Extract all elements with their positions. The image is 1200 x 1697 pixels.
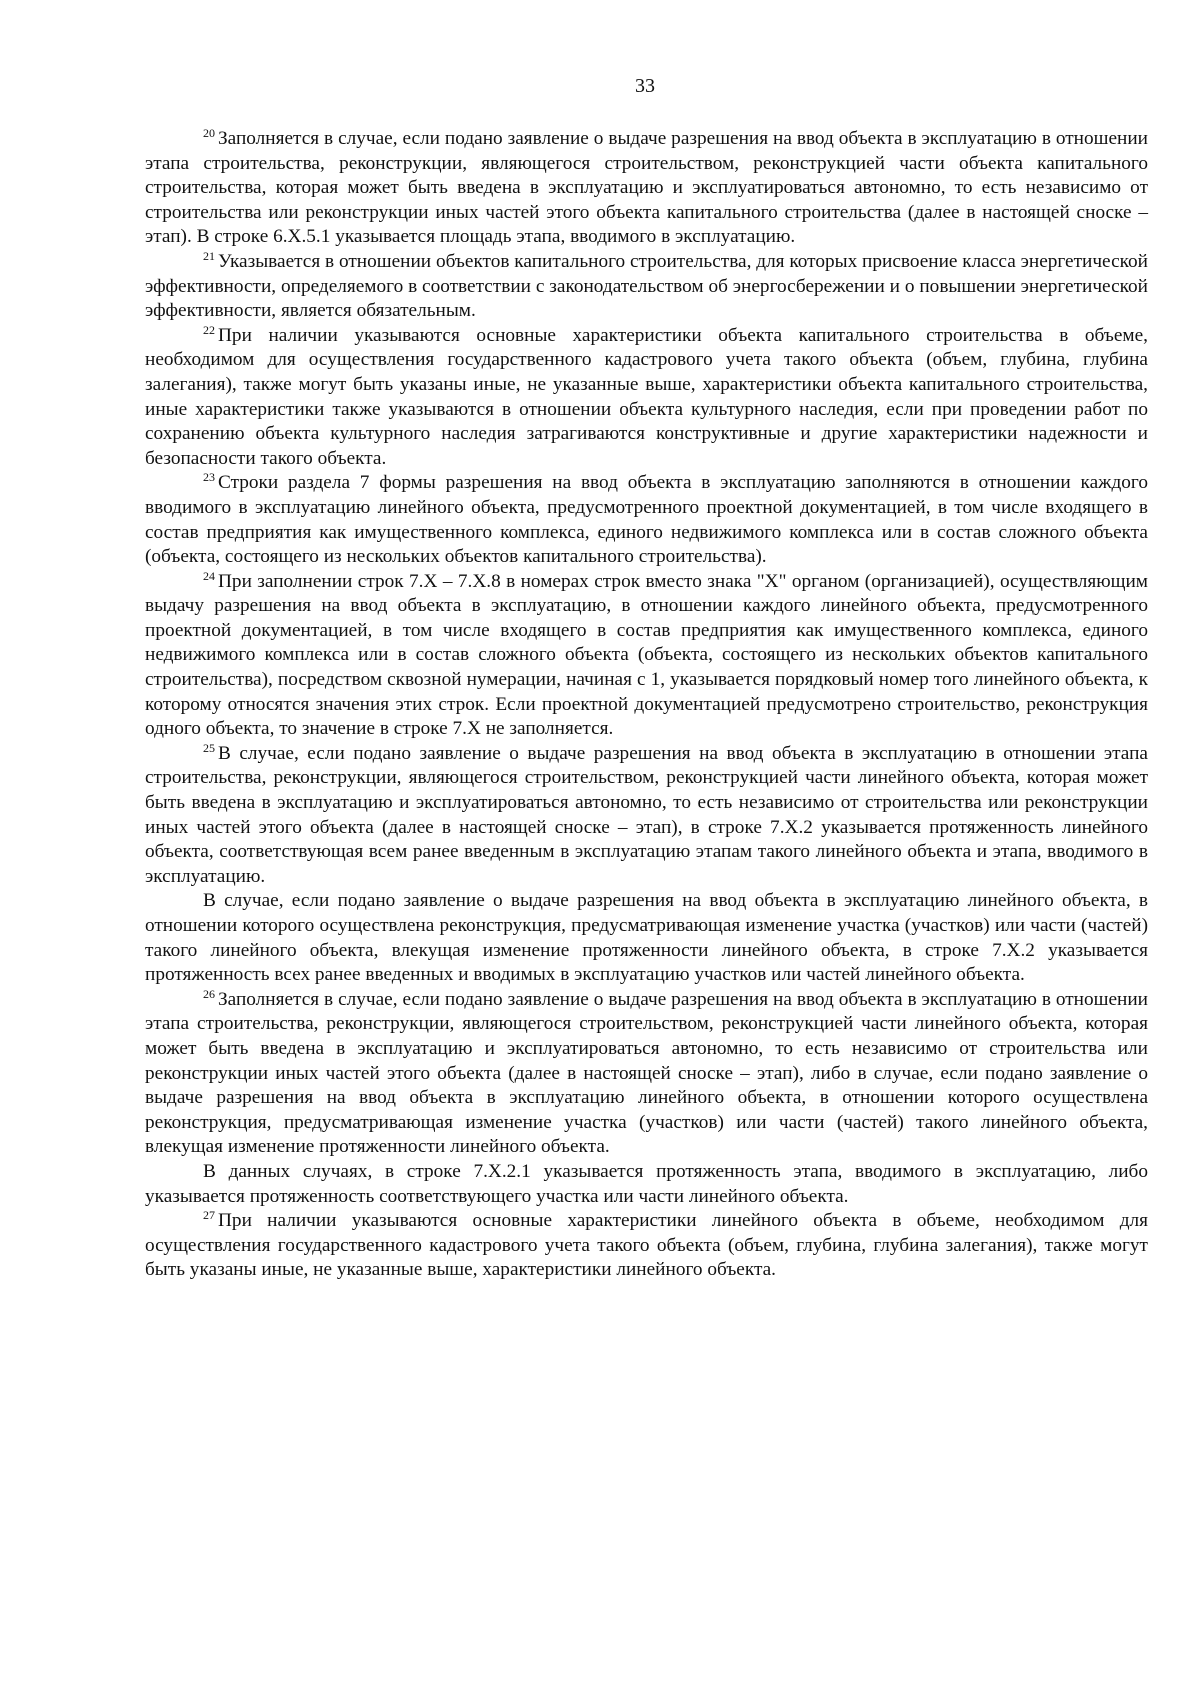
- footnote-20: [145, 127, 1148, 250]
- footnote-25-continued: [145, 889, 1148, 987]
- footnote-text: При заполнении строк 7.X – 7.X.8 в номерах строк вместо знака "X" органом (организацией), осуществляющим выдачу разрешения на ввод объекта в эксплуатацию, в отношении каждого линейного объекта, предусмотренного проектной документацией, в том числе входящего в состав предприятия как имущественного комплекса, единого недвижимого комплекса или в состав сложного объекта (объекта, состоящего из нескольких объектов капитального строительства), посредством сквозной нумерации, начиная с 1, указывается порядковый номер того линейного объекта, к которому относятся значения этих строк. Если проектной документацией предусмотрено строительство, реконструкция одного объекта, то значение в строке 7.X не заполняется.: [145, 570, 1148, 740]
- footnote-text: При наличии указываются основные характеристики объекта капитального строительства в объеме, необходимом для осуществления государственного кадастрового учета такого объекта (объем, глубина, глубина залегания), также могут быть указаны иные, не указанные выше, характеристики объекта капитального строительства, иные характеристики также указываются в отношении объекта культурного наследия, если при проведении работ по сохранению объекта культурного наследия затрагиваются конструктивные и другие характеристики надежности и безопасности такого объекта.: [145, 324, 1148, 469]
- footnote-24: [145, 570, 1148, 742]
- page-number: 33: [635, 75, 655, 97]
- footnote-22: [145, 324, 1148, 472]
- footnote-23: [145, 471, 1148, 569]
- footnote-text: В случае, если подано заявление о выдаче разрешения на ввод объекта в эксплуатацию в отношении этапа строительства, реконструкции, являющегося строительством, реконструкцией части линейного объекта, которая может быть введена в эксплуатацию и эксплуатироваться автономно, то есть независимо от строительства или реконструкции иных частей этого объекта (далее в настоящей сноске – этап), в строке 7.X.2 указывается протяженность линейного объекта, соответствующая всем ранее введенным в эксплуатацию этапам такого линейного объекта и этапа, вводимого в эксплуатацию.: [145, 742, 1148, 887]
- footnote-marker: 22: [203, 322, 215, 337]
- footnote-text: Строки раздела 7 формы разрешения на ввод объекта в эксплуатацию заполняются в отношении каждого вводимого в эксплуатацию линейного объекта, предусмотренного проектной документацией, в том числе входящего в состав предприятия как имущественного комплекса, единого недвижимого комплекса или в состав сложного объекта (объекта, состоящего из нескольких объектов капитального строительства).: [145, 472, 1148, 568]
- footnote-marker: 23: [203, 470, 215, 485]
- footnote-marker: 21: [203, 248, 215, 263]
- footnote-marker: 20: [203, 126, 215, 140]
- footnote-text: Указывается в отношении объектов капитального строительства, для которых присвоение класса энергетической эффективности, определяемого в соответствии с законодательством об энергосбережении и о повышении энергетической эффективности, является обязательным.: [145, 250, 1148, 322]
- footnote-marker: 25: [203, 740, 215, 755]
- footnote-marker: 26: [203, 986, 215, 1001]
- footnotes-block: [145, 127, 1148, 1283]
- footnote-text: Заполняется в случае, если подано заявление о выдаче разрешения на ввод объекта в эксплуатацию в отношении этапа строительства, реконструкции, являющегося строительством, реконструкцией части линейного объекта, которая может быть введена в эксплуатацию и эксплуатироваться автономно, то есть независимо от строительства или реконструкции иных частей этого объекта (далее в настоящей сноске – этап), либо в случае, если подано заявление о выдаче разрешения на ввод объекта в эксплуатацию линейного объекта, в отношении которого осуществлена реконструкция, предусматривающая изменение участка (участков) или части (частей) такого линейного объекта, влекущая изменение протяженности линейного объекта.: [145, 988, 1148, 1158]
- footnote-text: При наличии указываются основные характеристики линейного объекта в объеме, необходимом для осуществления государственного кадастрового учета такого объекта (объем, глубина, глубина залегания), также могут быть указаны иные, не указанные выше, характеристики линейного объекта.: [145, 1210, 1148, 1281]
- footnote-27: [145, 1209, 1148, 1283]
- footnote-marker: 24: [203, 568, 215, 583]
- footnote-25: [145, 742, 1148, 890]
- footnote-26: [145, 988, 1148, 1160]
- footnote-21: [145, 250, 1148, 324]
- footnote-text: В случае, если подано заявление о выдаче разрешения на ввод объекта в эксплуатацию линейного объекта, в отношении которого осуществлена реконструкция, предусматривающая изменение участка (участков) или части (частей) такого линейного объекта, влекущая изменение протяженности линейного объекта, в строке 7.X.2 указывается протяженность всех ранее введенных и вводимых в эксплуатацию участков или частей линейного объекта.: [145, 890, 1148, 986]
- footnote-text: В данных случаях, в строке 7.X.2.1 указывается протяженность этапа, вводимого в эксплуатацию, либо указывается протяженность соответствующего участка или части линейного объекта.: [145, 1160, 1148, 1207]
- footnote-text: Заполняется в случае, если подано заявление о выдаче разрешения на ввод объекта в эксплуатацию в отношении этапа строительства, реконструкции, являющегося строительством, реконструкцией части объекта капитального строительства, которая может быть введена в эксплуатацию и эксплуатироваться автономно, то есть независимо от строительства или реконструкции иных частей этого объекта капитального строительства (далее в настоящей сноске – этап). В строке 6.X.5.1 указывается площадь этапа, вводимого в эксплуатацию.: [145, 128, 1148, 248]
- footnote-26-continued: [145, 1160, 1148, 1209]
- footnote-marker: 27: [203, 1208, 215, 1223]
